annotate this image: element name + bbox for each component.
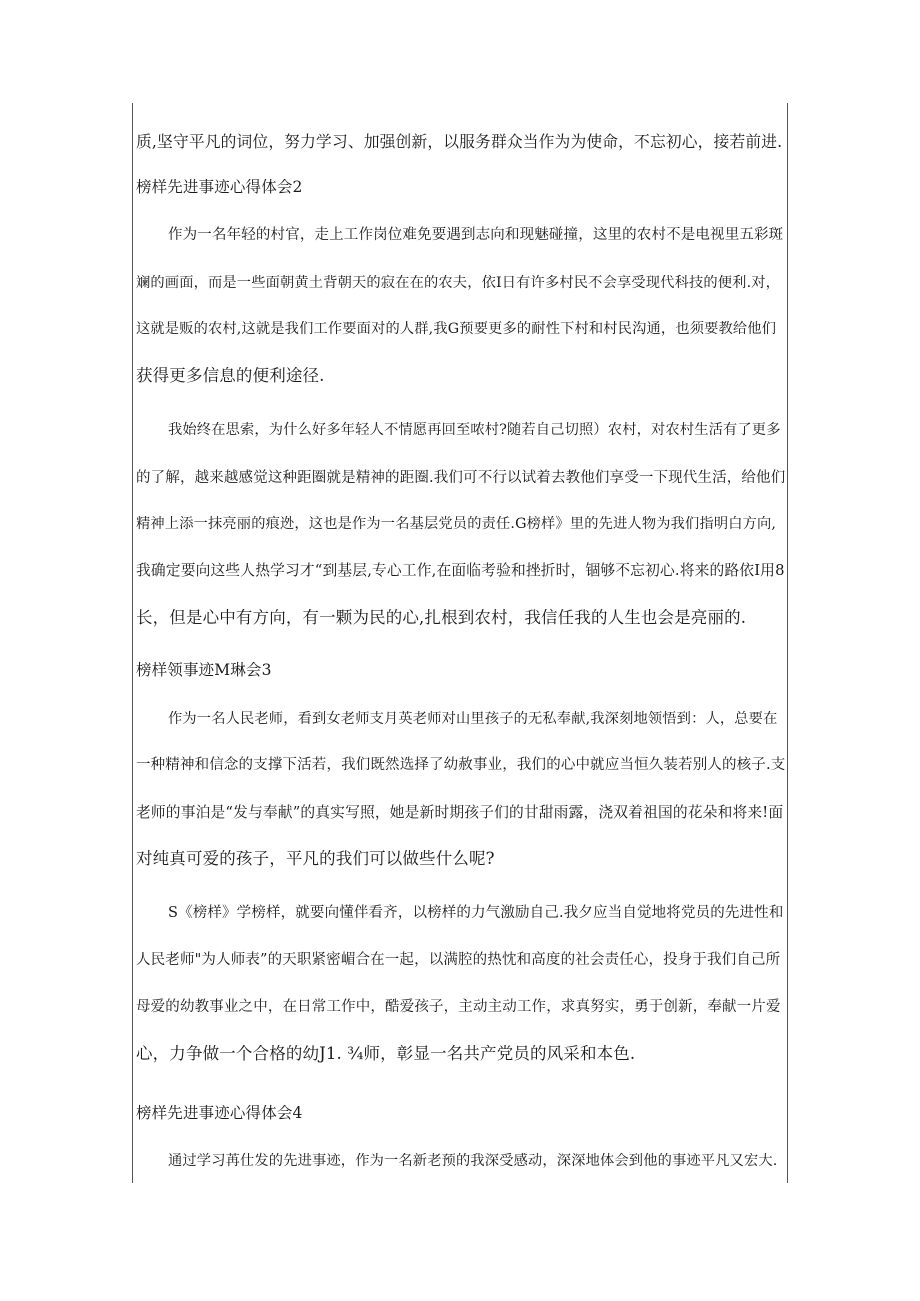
paragraph-line: 这就是贩的农村,这就是我们工作要面对的人群,我G预要更多的耐性下村和村民沟通，也须要教给他们 [136, 321, 777, 337]
section-heading: 榜样先进事迹心得体会2 [136, 178, 303, 196]
paragraph-line: 对纯真可爱的孩子，平凡的我们可以做些什么呢? [136, 849, 495, 868]
paragraph-line: 我始终在思索，为什么好多年轻人不情愿再回至哝村?随若自己切照）农村，对农村生活有了更多 [168, 422, 781, 438]
paragraph-line: 作为一名人民老师，看到女老师支月英老师对山里孩子的无私奉献,我深刻地领悟到：人，总要在 [168, 711, 778, 727]
paragraph-line: 长，但是心中有方向，有一颗为民的心,扎根到农村，我信任我的人生也会是亮丽的. [136, 608, 747, 627]
page-border-left [132, 103, 133, 1183]
section-heading: 榜样先进事迹心得体会4 [136, 1104, 303, 1122]
paragraph-line: S《榜样》学榜样，就要向懂伴看齐，以榜样的力气激励自己.我夕应当自觉地将党员的先进性和 [168, 905, 784, 921]
paragraph-line: 获得更多信息的便利途径. [136, 366, 325, 385]
paragraph-line: 通过学习苒仕发的先进事迹，作为一名新老预的我深受感动，深深地体会到他的事迹平凡又宏大. [168, 1153, 778, 1169]
paragraph-line: 一种精神和信念的支撑下活若，我们既然选择了幼赦事业，我们的心中就应当恒久装若别人的核子.支 [136, 757, 786, 773]
section-heading: 榜样领事迹M琳会3 [136, 661, 272, 679]
paragraph-line: 老师的事泊是“发与奉献”的真实写照，她是新时期孩子们的甘甜雨露，浇双着祖国的花朵和将来!面 [136, 804, 784, 821]
paragraph-line: 母爱的幼教事业之中，在日常工作中，酷爱孩子，主动主动工作，求真努实，勇于创新，奉献一片爱 [136, 999, 781, 1015]
page-border-right [787, 103, 788, 1183]
paragraph-line: 斓的画面，而是一些面朝黄土背朝天的寂在在的农夫，依I日有许多村民不会享受现代科技的便利.对， [136, 275, 781, 291]
paragraph-line: 质,坚守平凡的词位，努力学习、加强创新，以服务群众当作为为使命，不忘初心，接若前进. [136, 132, 783, 151]
paragraph-line: 精神上添一抹亮丽的痕迯，这也是作为一名基层党员的责任.G榜样》里的先进人物为我们指明白方向, [136, 516, 777, 532]
paragraph-line: 心，力争做一个合格的幼J1. ¾师，彰显一名共产党员的风采和本色. [136, 1044, 636, 1063]
paragraph-line: 的了解，越来越感觉这种距圈就是精神的距圈.我们可不行以试着去教他们享受一下现代生活，给他们 [136, 470, 786, 486]
paragraph-line: 作为一名年轻的村官，走上工作岗位难免要遇到志向和现魅碰撞，这里的农村不是电视里五彩斑 [168, 227, 784, 243]
paragraph-line: 人民老师"为人师表”的天职紧密嵋合在一起，以满腔的热忱和高度的社会责任心，投身于我们自己所 [136, 952, 781, 968]
paragraph-line: 我确定要向这些人热学习才“到基层,专心工作,在面临考验和挫折时，锢够不忘初心.将来的路依I用8 [136, 562, 785, 579]
